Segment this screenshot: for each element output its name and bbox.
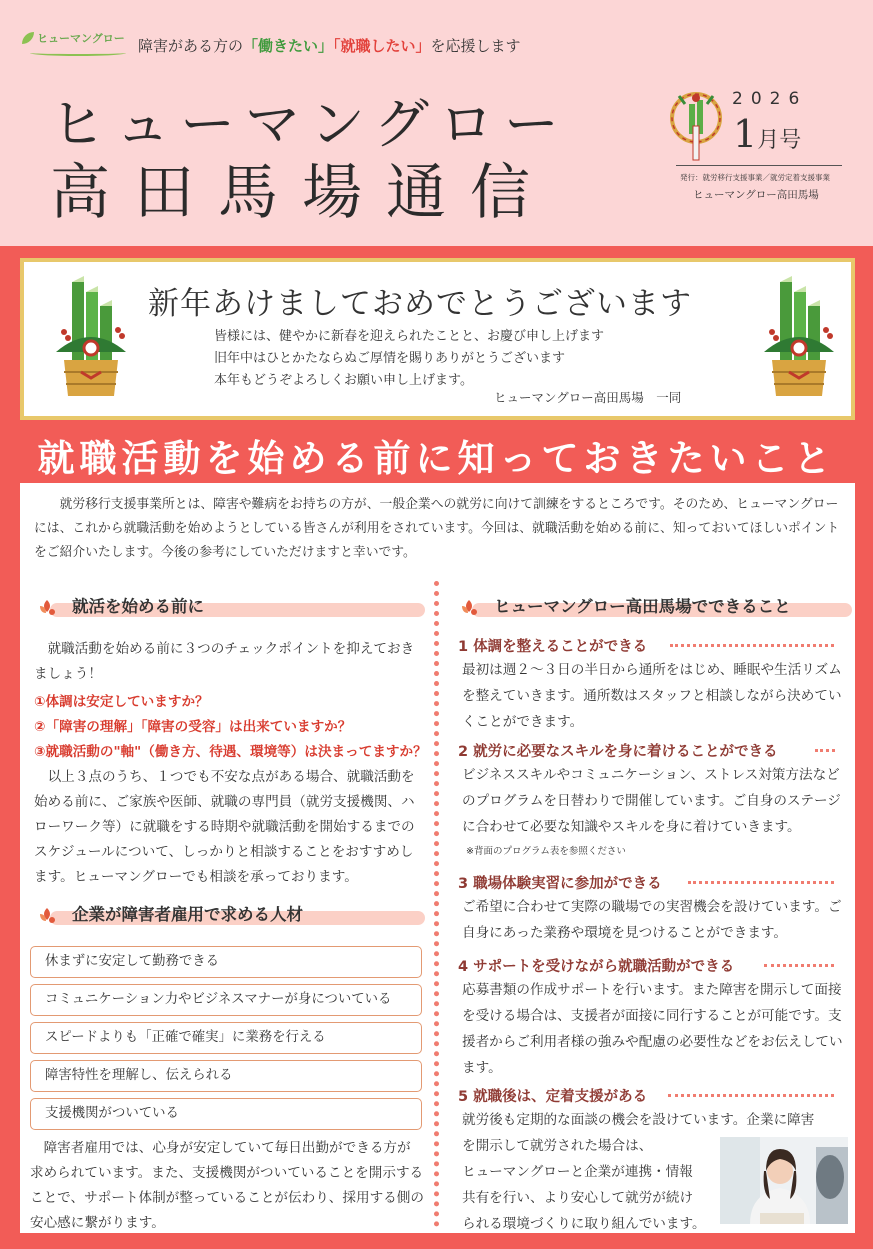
section-heading-before-job-hunting <box>20 593 430 623</box>
issue-month <box>733 112 801 156</box>
check-item: ②「障害の理解」「障害の受容」は出来ていますか？ <box>34 719 352 735</box>
title-line2: 高田馬場通信 <box>50 158 554 228</box>
section-title: ヒューマングロー高田馬場でできること <box>494 597 791 616</box>
feature-banner: 就職活動を始める前に知っておきたいこと <box>37 437 836 480</box>
kadomatsu-right-icon <box>754 272 844 402</box>
offer-body-3: ご希望に合わせて実際の職場での実習機会を設けています。ご自身にあった業務や環境を見つけることができます。 <box>462 899 842 941</box>
greeting-line: 皆様には、健やかに新春を迎えられたことと、お慶び申し上げます <box>214 329 605 344</box>
greeting-title: 新年あけましておめでとうございます <box>148 286 692 322</box>
title-line1: ヒューマングロー <box>50 92 569 156</box>
kadomatsu-left-icon <box>46 272 136 402</box>
dotted-leader <box>668 1094 834 1097</box>
dotted-leader <box>764 964 834 967</box>
flower-icon <box>36 597 58 619</box>
month-number: 1 <box>733 112 758 156</box>
greeting-card <box>24 262 851 416</box>
kadomatsu-small-icon <box>665 86 727 164</box>
column-divider <box>434 581 439 1227</box>
tagline-post: を応援します <box>430 37 521 55</box>
body-line: を開示して就労された場合は、 <box>462 1138 653 1154</box>
offer-body-2: ビジネススキルやコミュニケーション、ストレス対策方法などのプログラムを日替わりで開催しています。ご自身のステージに合わせて必要な知識やスキルを身に着けていきます。 <box>462 767 841 835</box>
dotted-leader <box>688 881 834 884</box>
greeting-signature: ヒューマングロー高田馬場 一同 <box>494 390 682 405</box>
new-year-greeting <box>20 258 855 420</box>
leaf-icon <box>22 32 34 44</box>
header <box>0 0 873 246</box>
greeting-line: 本年もどうぞよろしくお願い申し上げます。 <box>214 373 473 388</box>
tagline-em2: 「就職したい」 <box>333 37 431 55</box>
publisher-label: 発行：就労移行支援事業／就労定着支援事業 <box>680 173 830 182</box>
offer-body-1: 最初は週２～３日の半日から通所をはじめ、睡眠や生活リズムを整えていきます。通所数はスタッフと相談しながら決めていくことができます。 <box>462 662 842 730</box>
trait-box: 休まずに安定して勤務できる <box>30 946 422 978</box>
trait-box: スピードよりも「正確で確実」に業務を行える <box>30 1022 422 1054</box>
tagline <box>138 35 521 56</box>
trait-box: 支援機関がついている <box>30 1098 422 1130</box>
section-title: 就活を始める前に <box>72 597 204 616</box>
flower-icon <box>458 597 480 619</box>
publisher-name: ヒューマングロー高田馬場 <box>693 189 819 201</box>
check-item: ①体調は安定していますか？ <box>34 694 209 710</box>
tagline-em1: 「働きたい」 <box>243 37 334 55</box>
dotted-leader <box>815 749 835 752</box>
section-heading-what-we-offer <box>442 593 852 623</box>
offer-heading-1: 1 体調を整えることができる <box>458 639 648 655</box>
trait-box: 障害特性を理解し、伝えられる <box>30 1060 422 1092</box>
offer-heading-5: 5 就職後は、定着支援がある <box>458 1089 648 1105</box>
flower-icon <box>36 905 58 927</box>
offer-heading-4: 4 サポートを受けながら就職活動ができる <box>458 959 735 975</box>
check-item: ③就職活動の"軸"（働き方、待遇、環境等）は決まってますか？ <box>34 744 427 760</box>
offer-body-4: 応募書類の作成サポートを行います。また障害を開示して面接を受ける場合は、支援者が面接に同行することが可能です。支援者からご利用者様の強みや配慮の必要性などをお伝えしています。 <box>462 982 843 1076</box>
logo-swoosh <box>30 50 126 56</box>
sec1-lead: 就職活動を始める前に３つのチェックポイントを抑えておきましょう！ <box>34 641 415 682</box>
trait-box: コミュニケーション力やビジネスマナーが身についている <box>30 984 422 1016</box>
intro-paragraph: 就労移行支援事業所とは、障害や難病をお持ちの方が、一般企業への就労に向けて訓練をするところです。そのため、ヒューマングローには、これから就職活動を始めようとしている皆さんが利用をされています。今回は、就職活動を始める前に、知っておいてほしいポイントをご紹介いたします。今後の参考にしていただけますと幸いです。 <box>34 497 840 560</box>
offer-heading-3: 3 職場体験実習に参加ができる <box>458 876 662 892</box>
logo-text: ヒューマングロー <box>37 32 125 45</box>
greeting-line: 旧年中はひとかたならぬご厚情を賜りありがとうございます <box>214 351 566 366</box>
section-title: 企業が障害者雇用で求める人材 <box>72 905 303 924</box>
month-suffix: 月号 <box>757 128 802 153</box>
tagline-pre: 障害がある方の <box>138 37 244 55</box>
body-line: られる環境づくりに取り組んでいます。 <box>462 1216 706 1232</box>
offer-heading-2: 2 就労に必要なスキルを身に着けることができる <box>458 744 778 760</box>
logo <box>22 30 125 46</box>
body-line: ヒューマングローと企業が連携・情報 <box>462 1164 693 1180</box>
section-heading-desired-talent <box>20 901 430 931</box>
greeting-body <box>214 326 604 392</box>
body-line: 共有を行い、より安心して就労が続け <box>462 1190 694 1206</box>
consultation-photo <box>720 1137 848 1224</box>
publisher-rule <box>676 165 842 166</box>
main-content <box>20 483 855 1233</box>
program-note: ※背面のプログラム表を参照ください <box>466 846 626 857</box>
sec2-body: 障害者雇用では、心身が安定していて毎日出勤ができる方が求められています。また、支援機関がついていることを開示することで、サポート体制が整っていることが伝わり、採用する側の安心感に繋がります。 <box>30 1140 424 1231</box>
issue-year: 2026 <box>732 89 808 109</box>
dotted-leader <box>670 644 834 647</box>
body-line: 就労後も定期的な面談の機会を設けています。企業に障害 <box>462 1112 815 1128</box>
sec1-body: 以上３点のうち、１つでも不安な点がある場合、就職活動を始める前に、ご家族や医師、就職の専門員（就労支援機関、ハローワーク等）に就職をする時期や就職活動を開始するまでのスケジュールについて、しっかりと相談することをおすすめします。ヒューマングローでも相談を承っております。 <box>34 769 415 885</box>
